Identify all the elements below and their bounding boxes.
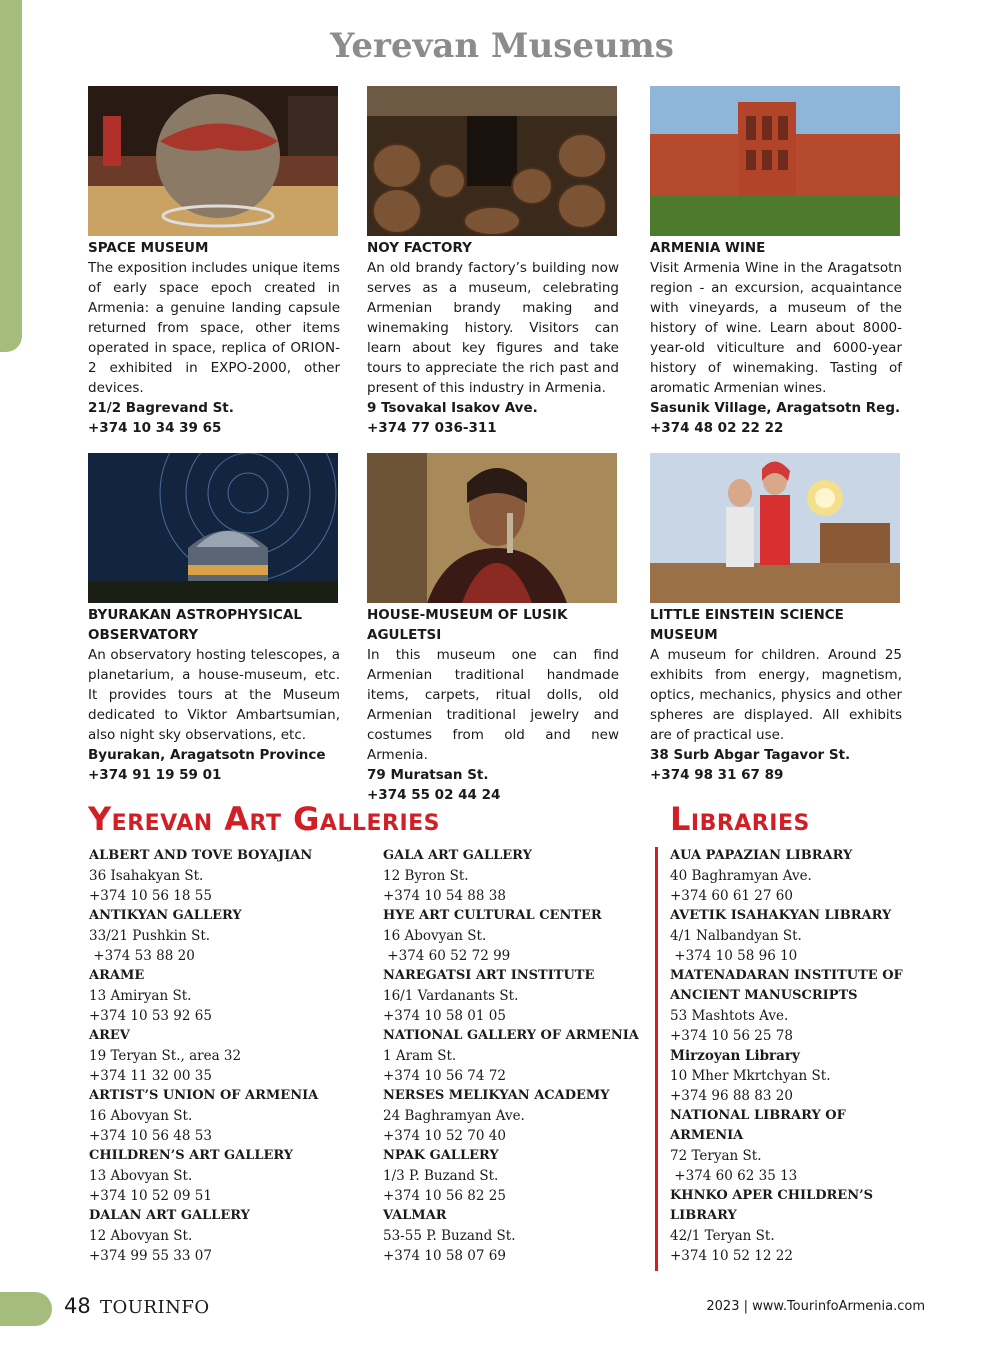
museum-description: Visit Armenia Wine in the Aragatsotn region - an excursion, acquaintance with vineyards, a museum of the history of wine. Learn about 8000-year-old viticulture and 6000-year history of winemaking. Tasting of aromatic Armenian wines. <box>650 260 902 396</box>
entry-address: 53-55 P. Buzand St. <box>383 1228 516 1244</box>
entry-name: GALA ART GALLERY <box>383 848 532 863</box>
entry-phone: +374 10 58 96 10 <box>670 948 798 964</box>
page-number: 48 <box>64 1294 91 1318</box>
list-entry <box>383 906 639 966</box>
entry-name: NPAK GALLERY <box>383 1148 499 1163</box>
list-entry <box>383 1086 639 1146</box>
entry-name: ANTIKYAN GALLERY <box>89 908 242 923</box>
entry-phone: +374 99 55 33 07 <box>89 1248 212 1264</box>
entry-phone: +374 96 88 83 20 <box>670 1088 793 1104</box>
entry-phone: +374 10 52 12 22 <box>670 1248 793 1264</box>
entry-phone: +374 10 54 88 38 <box>383 888 506 904</box>
museum-description: An old brandy factory’s building now serves as a museum, celebrating Armenian brandy making and winemaking history. Visitors can learn about key figures and take tours to appreciate the rich past and present of this industry in Armenia. <box>367 260 619 396</box>
entry-name: ALBERT AND TOVE BOYAJIAN <box>89 848 313 863</box>
museum-card <box>88 86 340 438</box>
museum-address: 21/2 Bagrevand St. <box>88 400 234 416</box>
byurakan-observatory-photo <box>88 453 338 603</box>
entry-phone: +374 11 32 00 35 <box>89 1068 212 1084</box>
entry-address: 33/21 Pushkin St. <box>89 928 211 944</box>
entry-phone: +374 10 52 70 40 <box>383 1128 506 1144</box>
entry-phone: +374 10 56 25 78 <box>670 1028 793 1044</box>
museum-address: 79 Muratsan St. <box>367 767 489 783</box>
list-entry <box>383 1146 639 1206</box>
list-entry <box>670 1186 970 1266</box>
entry-name: KHNKO APER CHILDREN’S LIBRARY <box>670 1188 873 1223</box>
lusik-aguletsi-photo <box>367 453 617 603</box>
page-title: Yerevan Museums <box>330 26 674 66</box>
museum-description: An observatory hosting telescopes, a planetarium, a house-museum, etc. It provides tours at the Museum dedicated to Viktor Ambartsumian, also night sky observations, etc. <box>88 647 340 743</box>
entry-name: DALAN ART GALLERY <box>89 1208 250 1223</box>
entry-phone: +374 60 62 35 13 <box>670 1168 798 1184</box>
museum-phone: +374 48 02 22 22 <box>650 420 784 436</box>
entry-phone: +374 60 61 27 60 <box>670 888 793 904</box>
museum-description: A museum for children. Around 25 exhibits from energy, magnetism, optics, mechanics, physics and other spheres are displayed. All exhibits are of practical use. <box>650 647 902 743</box>
museum-phone: +374 77 036-311 <box>367 420 497 436</box>
little-einstein-photo <box>650 453 900 603</box>
entry-name: Mirzoyan Library <box>670 1048 800 1064</box>
entry-name: VALMAR <box>383 1208 447 1223</box>
entry-address: 19 Teryan St., area 32 <box>89 1048 242 1064</box>
museum-address: Sasunik Village, Aragatsotn Reg. <box>650 400 901 416</box>
list-entry <box>383 966 639 1026</box>
museum-card <box>650 453 902 785</box>
noy-factory-photo <box>367 86 617 236</box>
entry-name: AVETIK ISAHAKYAN LIBRARY <box>670 908 892 923</box>
museum-name: LITTLE EINSTEIN SCIENCE MUSEUM <box>650 607 844 643</box>
entry-phone: +374 10 56 48 53 <box>89 1128 212 1144</box>
list-entry <box>670 1046 970 1106</box>
museum-phone: +374 91 19 59 01 <box>88 767 222 783</box>
entry-phone: +374 10 58 01 05 <box>383 1008 506 1024</box>
entry-name: HYE ART CULTURAL CENTER <box>383 908 602 923</box>
list-entry <box>89 906 318 966</box>
entry-name: AREV <box>89 1028 130 1043</box>
entry-phone: +374 10 52 09 51 <box>89 1188 212 1204</box>
museum-description: The exposition includes unique items of early space epoch created in Armenia: a genuine landing capsule returned from space, other items operated in space, replica of ORION-2 exhibited in EXPO-2000, other devices. <box>88 260 340 396</box>
entry-phone: +374 53 88 20 <box>89 948 195 964</box>
list-entry <box>383 1026 639 1086</box>
entry-phone: +374 60 52 72 99 <box>383 948 511 964</box>
footer-brand: TOURINFO <box>100 1297 210 1318</box>
list-entry <box>89 1086 318 1146</box>
list-entry <box>89 1026 318 1086</box>
entry-address: 10 Mher Mkrtchyan St. <box>670 1068 831 1084</box>
entry-phone: +374 10 53 92 65 <box>89 1008 212 1024</box>
museum-card <box>367 86 619 438</box>
museum-card <box>367 453 619 805</box>
museum-name: ARMENIA WINE <box>650 240 766 256</box>
entry-address: 16 Abovyan St. <box>89 1108 193 1124</box>
entry-name: MATENADARAN INSTITUTE OF ANCIENT MANUSCRIPTS <box>670 968 903 1003</box>
armenia-wine-photo <box>650 86 900 236</box>
museum-description: In this museum one can find Armenian traditional handmade items, carpets, ritual dolls, old Armenian traditional jewelry and costumes from old and new Armenia. <box>367 647 619 763</box>
museum-name: HOUSE-MUSEUM OF LUSIK AGULETSI <box>367 607 568 643</box>
museum-phone: +374 98 31 67 89 <box>650 767 784 783</box>
libraries-divider <box>655 847 658 1271</box>
list-entry <box>383 1206 639 1266</box>
entry-name: ARAME <box>89 968 145 983</box>
entry-address: 36 Isahakyan St. <box>89 868 204 884</box>
museum-name: NOY FACTORY <box>367 240 472 256</box>
list-entry <box>89 966 318 1026</box>
list-entry <box>383 846 639 906</box>
entry-name: AUA PAPAZIAN LIBRARY <box>670 848 853 863</box>
entry-name: NATIONAL LIBRARY OF ARMENIA <box>670 1108 846 1143</box>
museum-phone: +374 55 02 44 24 <box>367 787 501 803</box>
list-entry <box>670 906 970 966</box>
entry-phone: +374 10 56 82 25 <box>383 1188 506 1204</box>
museum-address: Byurakan, Aragatsotn Province <box>88 747 326 763</box>
museum-name: SPACE MUSEUM <box>88 240 209 256</box>
list-entry <box>670 966 970 1046</box>
libraries-section-title: Libraries <box>670 800 810 838</box>
entry-address: 13 Amiryan St. <box>89 988 192 1004</box>
entry-address: 12 Byron St. <box>383 868 469 884</box>
entry-address: 72 Teryan St. <box>670 1148 762 1164</box>
entry-address: 4/1 Nalbandyan St. <box>670 928 802 944</box>
entry-name: CHILDREN’S ART GALLERY <box>89 1148 294 1163</box>
museum-card <box>650 86 902 438</box>
entry-address: 53 Mashtots Ave. <box>670 1008 789 1024</box>
footer-website: 2023 | www.TourinfoArmenia.com <box>706 1299 925 1314</box>
space-museum-photo <box>88 86 338 236</box>
entry-address: 13 Abovyan St. <box>89 1168 193 1184</box>
list-entry <box>89 1206 318 1266</box>
entry-phone: +374 10 56 74 72 <box>383 1068 506 1084</box>
entry-name: NAREGATSI ART INSTITUTE <box>383 968 595 983</box>
galleries-column-1 <box>89 846 318 1266</box>
list-entry <box>89 846 318 906</box>
entry-address: 40 Baghramyan Ave. <box>670 868 812 884</box>
museum-phone: +374 10 34 39 65 <box>88 420 222 436</box>
museum-address: 9 Tsovakal Isakov Ave. <box>367 400 538 416</box>
entry-phone: +374 10 56 18 55 <box>89 888 212 904</box>
museum-card <box>88 453 340 785</box>
entry-name: ARTIST’S UNION OF ARMENIA <box>89 1088 319 1103</box>
entry-name: NATIONAL GALLERY OF ARMENIA <box>383 1028 639 1043</box>
entry-address: 24 Baghramyan Ave. <box>383 1108 525 1124</box>
museum-name: BYURAKAN ASTROPHYSICAL OBSERVATORY <box>88 607 302 643</box>
entry-address: 1 Aram St. <box>383 1048 457 1064</box>
entry-name: NERSES MELIKYAN ACADEMY <box>383 1088 610 1103</box>
entry-address: 42/1 Teryan St. <box>670 1228 775 1244</box>
galleries-column-2 <box>383 846 639 1266</box>
entry-address: 12 Abovyan St. <box>89 1228 193 1244</box>
footer-tab-decoration <box>0 1292 52 1326</box>
list-entry <box>670 1106 970 1186</box>
museum-address: 38 Surb Abgar Tagavor St. <box>650 747 851 763</box>
galleries-section-title: Yerevan Art Galleries <box>88 800 441 838</box>
entry-address: 1/3 P. Buzand St. <box>383 1168 499 1184</box>
list-entry <box>670 846 970 906</box>
entry-phone: +374 10 58 07 69 <box>383 1248 506 1264</box>
entry-address: 16/1 Vardanants St. <box>383 988 519 1004</box>
libraries-list <box>670 846 970 1266</box>
list-entry <box>89 1146 318 1206</box>
entry-address: 16 Abovyan St. <box>383 928 487 944</box>
